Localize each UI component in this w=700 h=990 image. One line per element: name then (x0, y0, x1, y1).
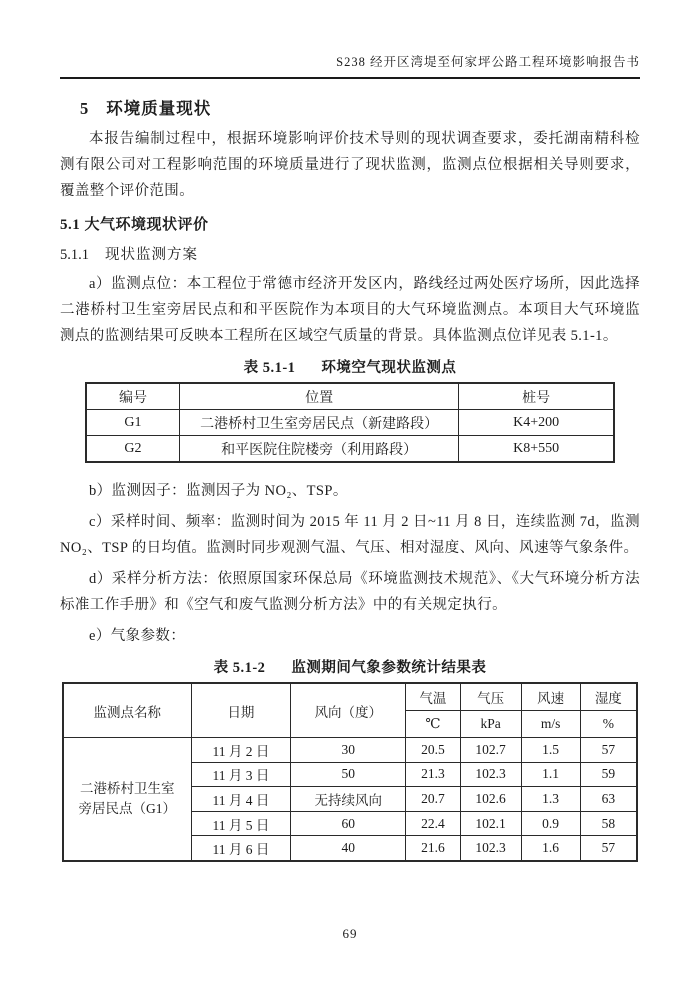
table2-cell: 30 (291, 738, 406, 763)
paragraph-item-c: c）采样时间、频率：监测时间为 2015 年 11 月 2 日~11 月 8 日，连续监测 7d，监测 NO₂、TSP 的日均值。监测时同步观测气温、气压、相对湿度、风向、风速等气象条件。 (60, 514, 640, 556)
table2-cell: 58 (580, 811, 637, 836)
paragraph-item-d: d）采样分析方法：依照原国家环保总局《环境监测技术规范》、《大气环境分析方法标准工作手册》和《空气和废气监测分析方法》中的有关规定执行。 (60, 571, 640, 613)
table1-cell: 和平医院住院楼旁（利用路段） (179, 436, 458, 463)
running-header (60, 0, 640, 79)
running-header-title: S238 经开区湾堤至何家坪公路工程环境影响报告书 (336, 55, 640, 69)
table2-caption-label: 表 5.1-2 (213, 660, 266, 676)
table2-caption-title: 监测期间气象参数统计结果表 (291, 660, 487, 676)
table2-header-station: 监测点名称 (63, 683, 191, 738)
table2-cell: 60 (291, 811, 406, 836)
table2-cell: 0.9 (521, 811, 580, 836)
table1-cell: K8+550 (459, 436, 614, 463)
table2-unit-pressure: kPa (460, 711, 521, 738)
chapter-number: 5 (80, 99, 89, 118)
paragraph-item-b: b）监测因子：监测因子为 NO₂、TSP。 (89, 483, 348, 499)
table2-header-wind-speed: 风速 (521, 683, 580, 711)
table2-caption (60, 656, 640, 677)
table2-cell: 1.1 (521, 762, 580, 787)
table2-cell: 57 (580, 738, 637, 763)
table2-body (63, 738, 637, 861)
table2-cell: 102.3 (460, 762, 521, 787)
table2-row (63, 738, 637, 763)
table2-cell: 20.5 (406, 738, 461, 763)
table2-unit-temperature: ℃ (406, 711, 461, 738)
table2-cell: 102.6 (460, 787, 521, 812)
chapter-title: 环境质量现状 (106, 99, 212, 118)
table2-cell: 102.1 (460, 811, 521, 836)
table2-header-pressure: 气压 (460, 683, 521, 711)
table1-row (86, 410, 614, 436)
table2-station-cell: 二港桥村卫生室旁居民点（G1） (63, 738, 191, 861)
table1-header-location: 位置 (179, 383, 458, 410)
table2-unit-wind-speed: m/s (521, 711, 580, 738)
table1-cell: 二港桥村卫生室旁居民点（新建路段） (179, 410, 458, 436)
section-5-1-heading: 5.1 大气环境现状评价 (60, 217, 209, 233)
table2-header-date: 日期 (191, 683, 291, 738)
table2-cell: 1.6 (521, 836, 580, 861)
page-content (60, 0, 640, 862)
table1-cell: K4+200 (459, 410, 614, 436)
table2-cell: 1.3 (521, 787, 580, 812)
table2-header-temperature: 气温 (406, 683, 461, 711)
table1-header-row (86, 383, 614, 410)
table2-cell: 20.7 (406, 787, 461, 812)
table1-caption-title: 环境空气现状监测点 (321, 360, 457, 376)
table2-cell: 21.3 (406, 762, 461, 787)
table2-cell: 40 (291, 836, 406, 861)
table1-cell: G1 (86, 410, 179, 436)
weather-parameters-table (62, 682, 638, 862)
table2-cell: 无持续风向 (291, 787, 406, 812)
table2-cell: 102.3 (460, 836, 521, 861)
table1-header-id: 编号 (86, 383, 179, 410)
table1-caption (60, 356, 640, 377)
table1-row (86, 436, 614, 463)
subsection-number: 5.1.1 (60, 247, 89, 263)
table2-header-row-1 (63, 683, 637, 711)
table1-caption-label: 表 5.1-1 (243, 360, 296, 376)
paragraph-item-e: e）气象参数： (89, 628, 186, 644)
table2-cell: 21.6 (406, 836, 461, 861)
table2-cell: 102.7 (460, 738, 521, 763)
table2-cell: 63 (580, 787, 637, 812)
table2-cell: 59 (580, 762, 637, 787)
table2-header-wind-direction: 风向（度） (291, 683, 406, 738)
table1-header-stake: 桩号 (459, 383, 614, 410)
table2-header-humidity: 湿度 (580, 683, 637, 711)
chapter-heading (80, 95, 640, 119)
table2-cell: 50 (291, 762, 406, 787)
table2-cell: 11 月 6 日 (191, 836, 291, 861)
subsection-title: 现状监测方案 (105, 247, 198, 263)
paragraph-item-a: a）监测点位：本工程位于常德市经济开发区内，路线经过两处医疗场所，因此选择二港桥村卫生室旁居民点和和平医院作为本项目的大气环境监测点。本项目大气环境监测点的监测结果可反映本工程所在区域空气质量的背景。具体监测点位详见表 5.1-1。 (60, 276, 640, 344)
air-monitoring-points-table (85, 382, 615, 463)
table2-cell: 11 月 5 日 (191, 811, 291, 836)
table2-cell: 1.5 (521, 738, 580, 763)
table1-cell: G2 (86, 436, 179, 463)
table2-cell: 22.4 (406, 811, 461, 836)
table2-cell: 11 月 4 日 (191, 787, 291, 812)
table2-cell: 11 月 3 日 (191, 762, 291, 787)
table1-body (86, 410, 614, 463)
table2-cell: 11 月 2 日 (191, 738, 291, 763)
table2-cell: 57 (580, 836, 637, 861)
intro-paragraph: 本报告编制过程中，根据环境影响评价技术导则的现状调查要求，委托湖南精科检测有限公司对工程影响范围的环境质量进行了现状监测，监测点位根据相关导则要求，覆盖整个评价范围。 (60, 131, 640, 199)
page-number: 69 (342, 926, 358, 941)
subsection-5-1-1-heading (60, 243, 640, 264)
table2-unit-humidity: % (580, 711, 637, 738)
